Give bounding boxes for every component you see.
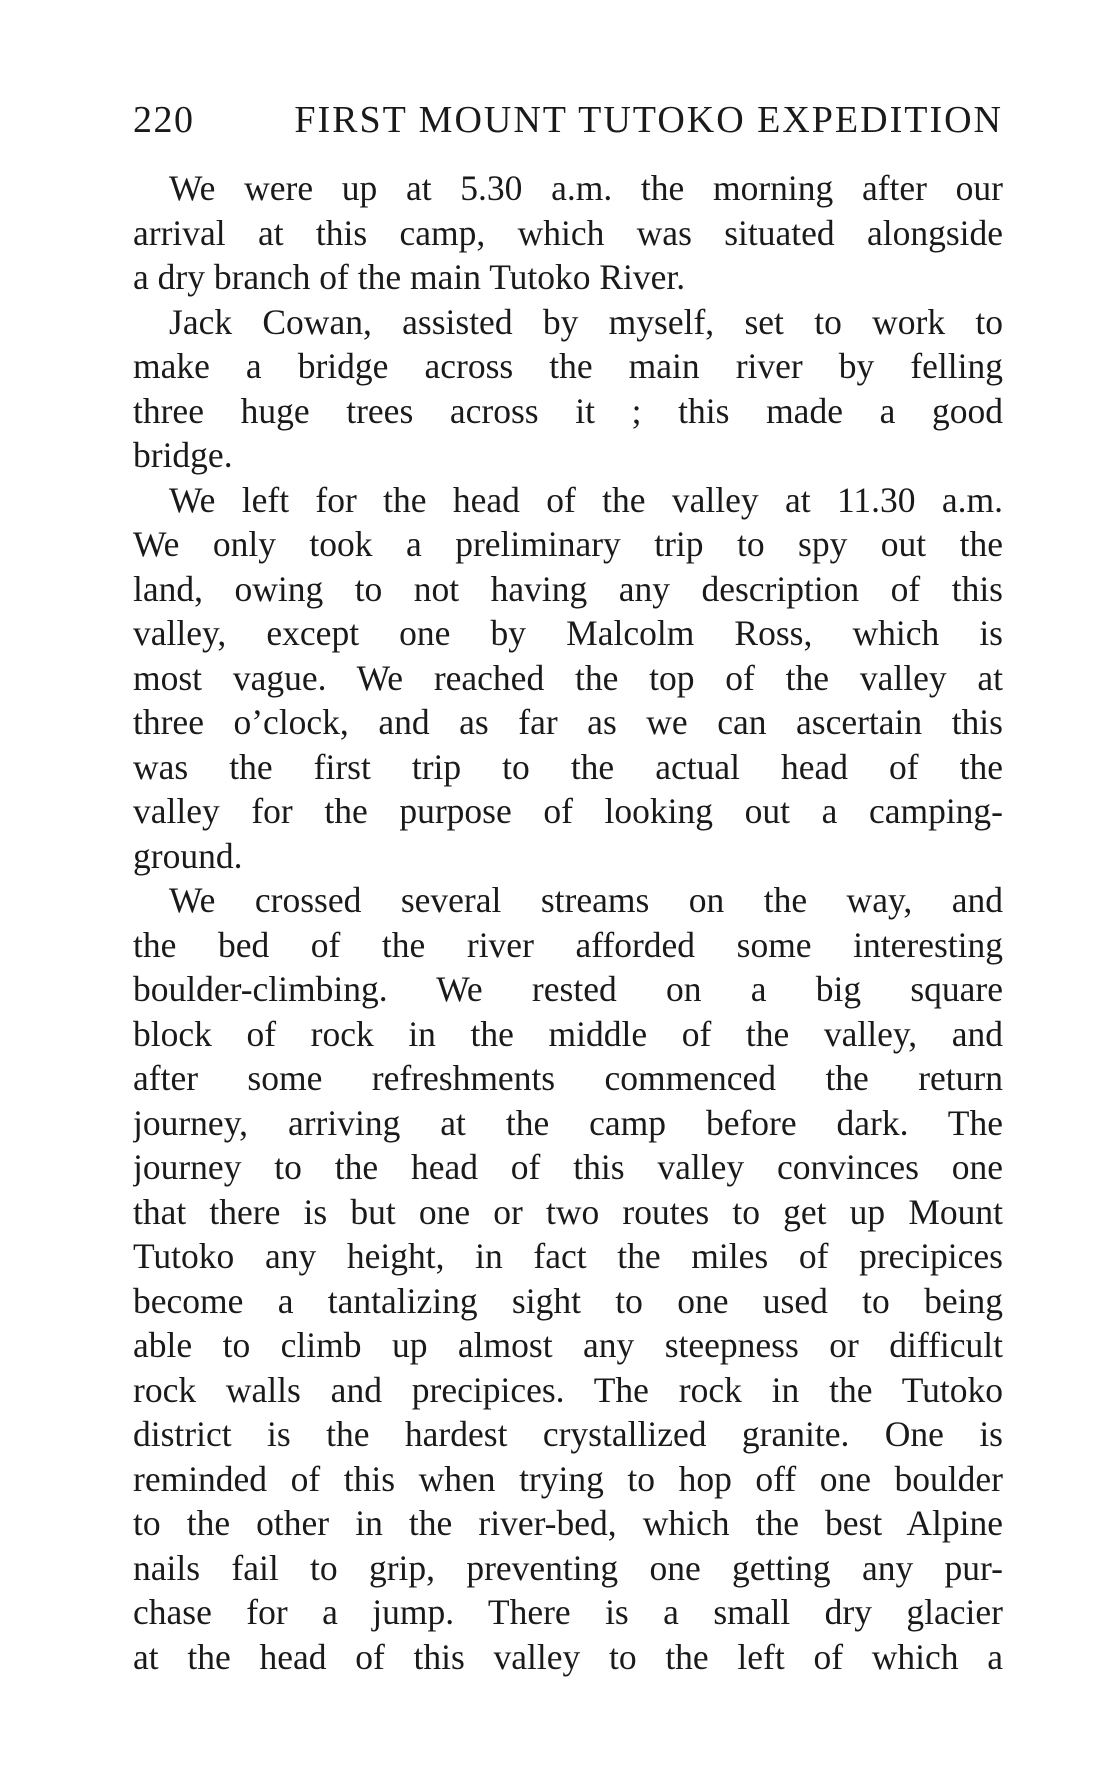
text-line: three huge trees across it ; this made a good [133,390,1003,431]
text-line: We left for the head of the valley at 11.30 a.m. [169,479,1003,520]
text-line: valley for the purpose of looking out a camping- [133,791,1003,831]
text-line: We crossed several streams on the way, and [169,880,1003,920]
text-line: become a tantalizing sight to one used to being [133,1280,1003,1321]
page-number: 220 [133,99,195,141]
text-line: nails fail to grip, preventing one getting any pur- [133,1547,1003,1588]
text-line: arrival at this camp, which was situated alongside [133,212,1003,253]
text-line: We were up at 5.30 a.m. the morning after our [169,168,1003,208]
text-line: most vague. We reached the top of the valley at [133,657,1003,698]
text-line: valley, except one by Malcolm Ross, which is [133,613,1003,653]
running-head [133,92,1003,148]
text-line: at the head of this valley to the left of which a [133,1636,1003,1677]
text-line: reminded of this when trying to hop off one boulder [133,1458,1003,1499]
text-line: boulder-climbing. We rested on a big square [133,969,1003,1009]
text-line: able to climb up almost any steepness or difficult [133,1325,1003,1365]
text-line: a dry branch of the main Tutoko River. [133,257,686,297]
text-line: rock walls and precipices. The rock in the Tutoko [133,1369,1003,1410]
text-line: Jack Cowan, assisted by myself, set to work to [169,301,1003,342]
running-title: FIRST MOUNT TUTOKO EXPEDITION [294,99,1003,141]
text-line: journey, arriving at the camp before dark. The [133,1102,1003,1143]
text-line: journey to the head of this valley convinces one [133,1147,1003,1187]
text-line: to the other in the river-bed, which the best Alpine [133,1503,1003,1543]
text-line: Tutoko any height, in fact the miles of precipices [133,1236,1003,1276]
text-line: was the first trip to the actual head of the [133,746,1003,787]
text-line: block of rock in the middle of the valley, and [133,1013,1003,1054]
text-line: district is the hardest crystallized granite. One is [133,1414,1003,1454]
text-line: We only took a preliminary trip to spy out the [133,524,1003,564]
paragraph-4 [133,878,1003,1679]
text-line: three o’clock, and as far as we can ascertain this [133,702,1003,742]
text-line: bridge. [133,435,233,475]
book-page [133,92,1003,1679]
text-line: ground. [133,835,243,876]
body-text [133,166,1003,1679]
text-line: land, owing to not having any description of this [133,568,1003,609]
paragraph-3 [133,478,1003,879]
text-line: chase for a jump. There is a small dry glacier [133,1592,1003,1632]
text-line: that there is but one or two routes to get up Mount [133,1191,1003,1232]
paragraph-2 [133,300,1003,478]
text-line: after some refreshments commenced the return [133,1058,1003,1098]
paragraph-1 [133,166,1003,300]
text-line: make a bridge across the main river by felling [133,346,1003,386]
text-line: the bed of the river afforded some interesting [133,924,1003,965]
